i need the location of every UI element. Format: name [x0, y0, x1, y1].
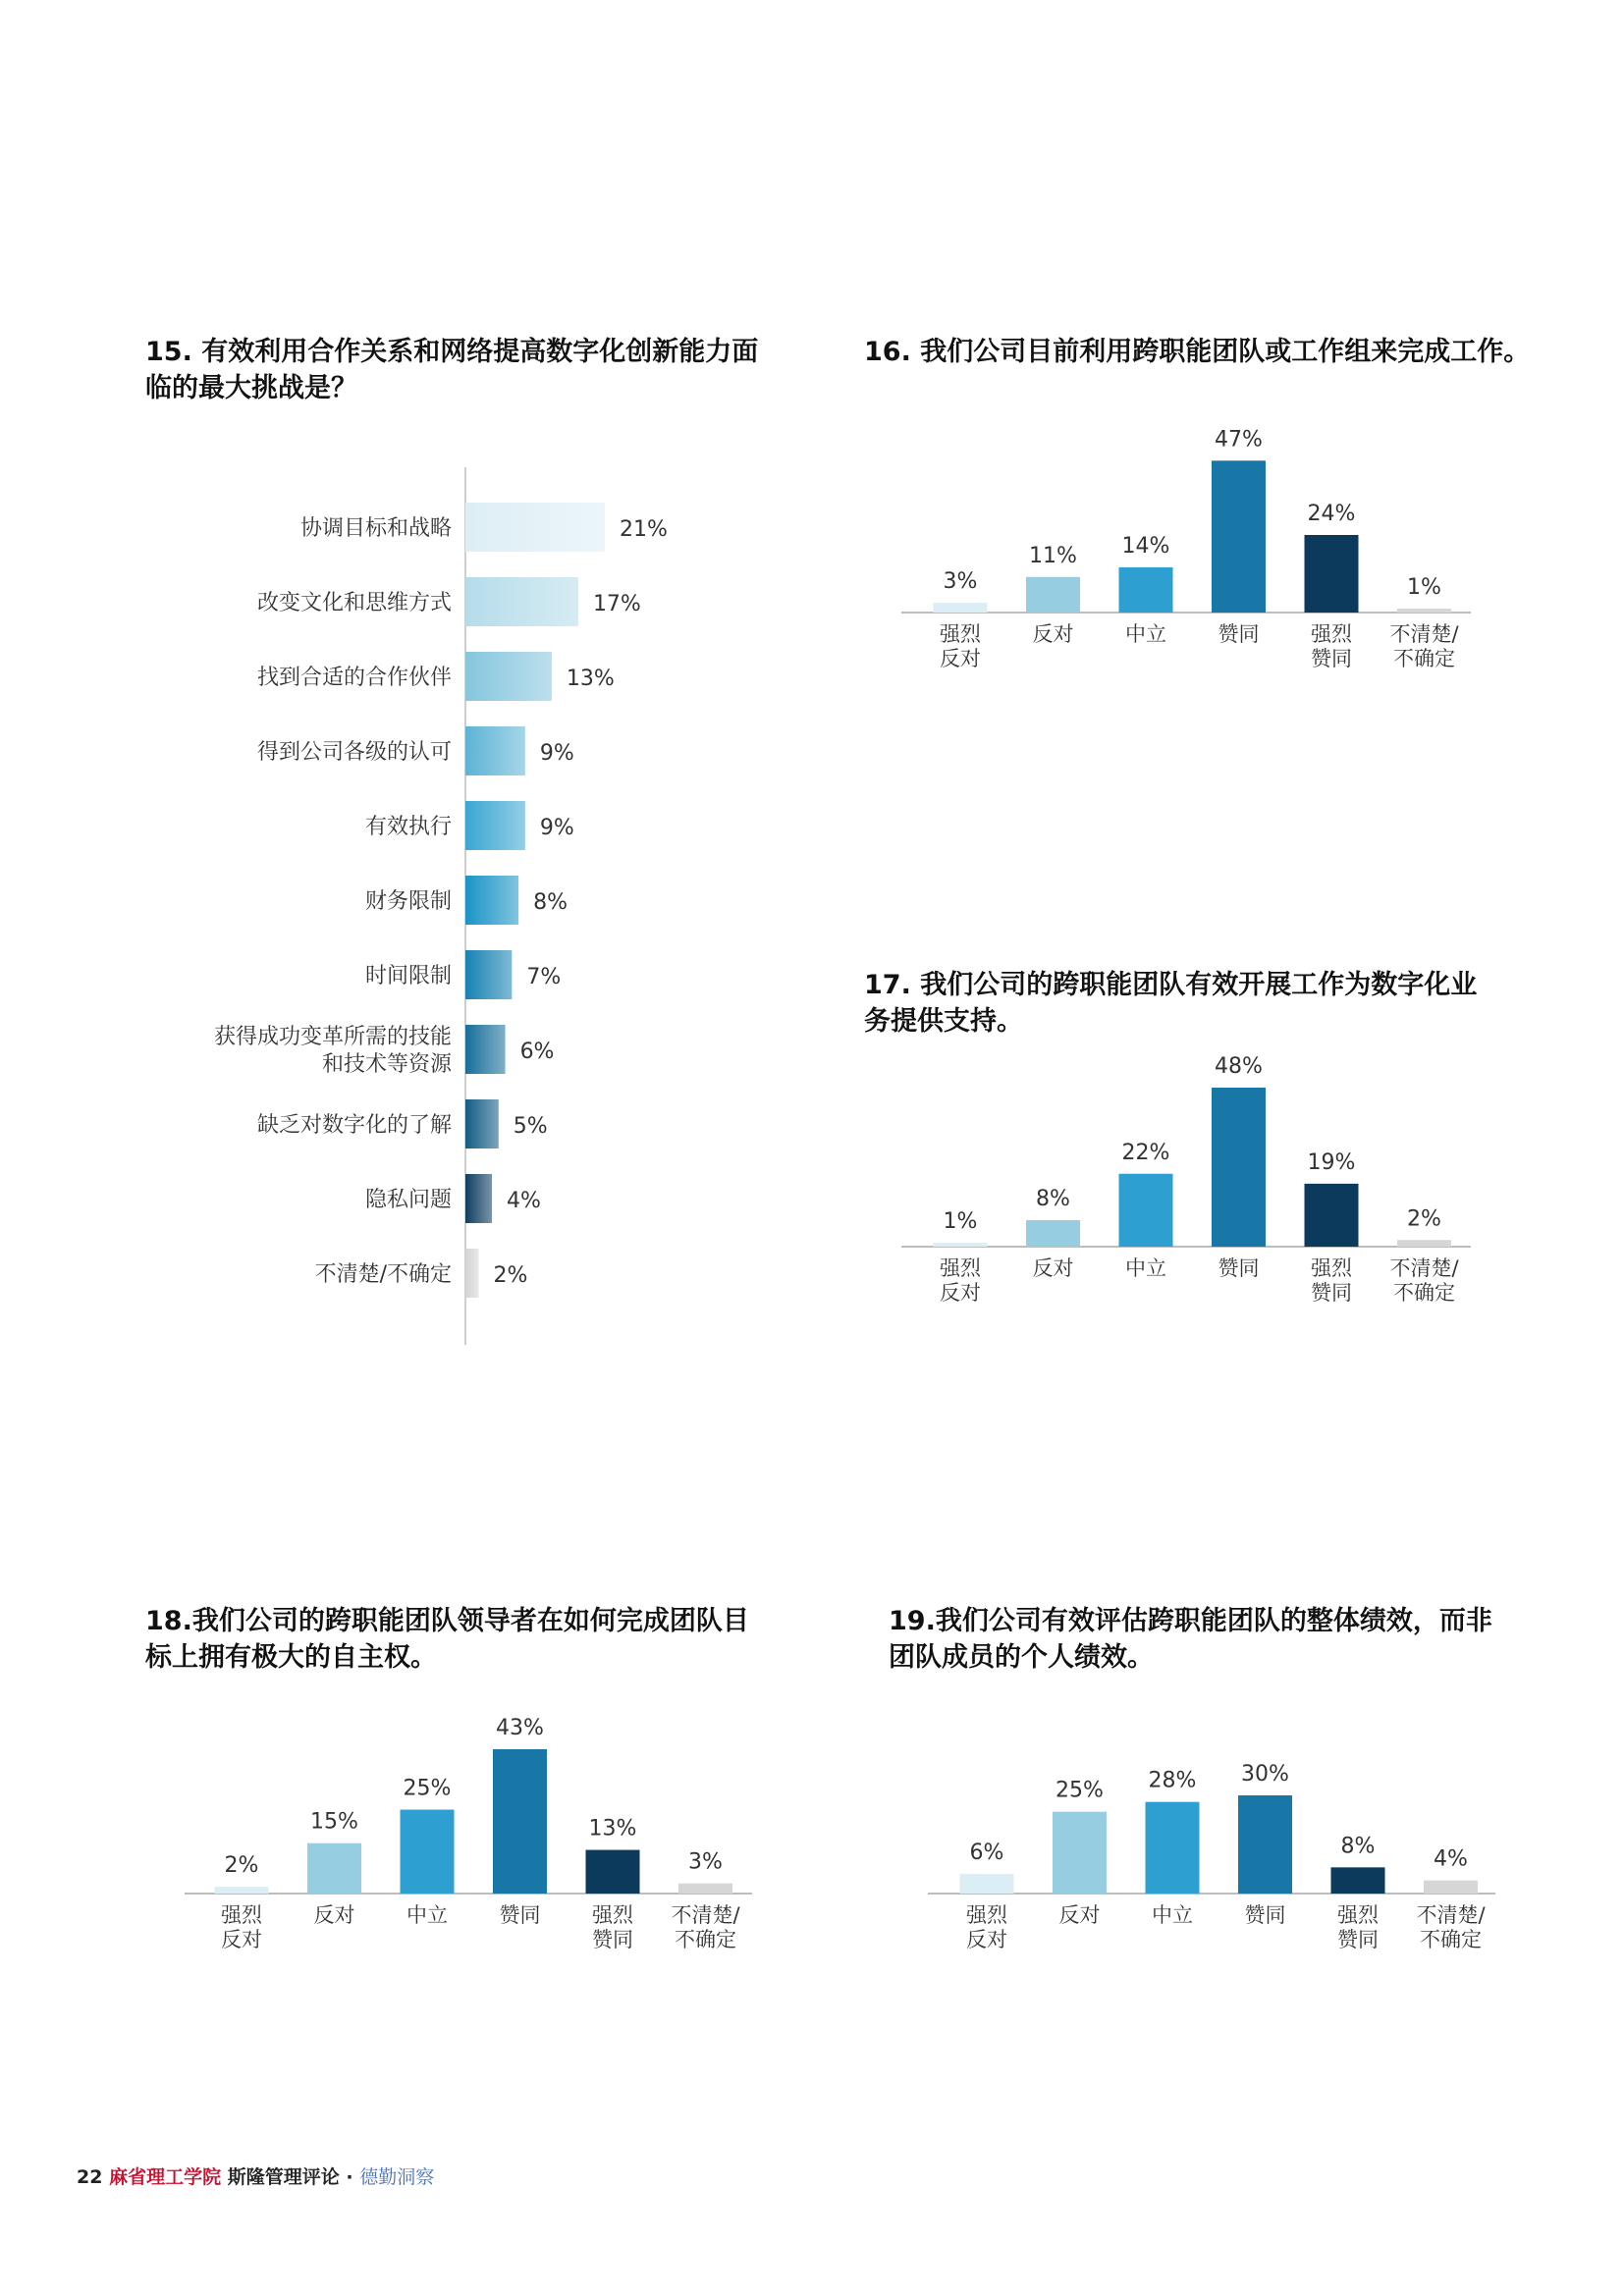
q15-value-label: 6% — [519, 1040, 555, 1064]
q17-category-label: 反对 — [1032, 1256, 1074, 1280]
q17-category-label: 不清楚/不确定 — [1389, 1256, 1459, 1305]
q16-title: 16. 我们公司目前利用跨职能团队或工作组来完成工作。 — [864, 337, 1531, 367]
q16-category-label: 反对 — [1032, 622, 1074, 646]
q18-value-label: 13% — [588, 1816, 637, 1842]
q19-bar — [960, 1874, 1014, 1894]
q18-category-label: 中立 — [406, 1903, 448, 1927]
q15-category-label: 有效执行 — [364, 815, 452, 839]
q16-value-label: 14% — [1121, 533, 1170, 559]
q19-value-label: 8% — [1340, 1834, 1376, 1859]
q17-title: 17. 我们公司的跨职能团队有效开展工作为数字化业 务提供支持。 — [864, 970, 1478, 1037]
q16-value-label: 11% — [1029, 543, 1077, 568]
q17-category-label: 中立 — [1125, 1256, 1166, 1280]
q16-value-label: 47% — [1215, 427, 1263, 453]
q15-value-label: 7% — [526, 965, 562, 989]
q19-category-label: 中立 — [1152, 1903, 1193, 1927]
q15-category-label: 时间限制 — [364, 964, 452, 988]
q17-category-label: 赞同 — [1218, 1256, 1260, 1280]
q18-category-label: 不清楚/不确定 — [671, 1903, 740, 1951]
q16-value-label: 3% — [943, 569, 978, 595]
q19-value-label: 6% — [969, 1841, 1004, 1865]
q19-category-label: 反对 — [1058, 1903, 1101, 1927]
q15-category-label: 隐私问题 — [364, 1188, 452, 1212]
q15-value-label: 4% — [507, 1189, 541, 1213]
q15-value-label: 13% — [566, 667, 615, 691]
q19-bar — [1053, 1812, 1107, 1894]
q15-category-label: 获得成功变革所需的技能和技术等资源 — [213, 1025, 452, 1077]
q17-category-label: 强烈反对 — [940, 1256, 981, 1305]
q15-category-label: 财务限制 — [364, 889, 452, 914]
q15-value-label: 17% — [592, 592, 641, 616]
q15-value-label: 9% — [539, 816, 574, 840]
q19-category-label: 强烈赞同 — [1337, 1903, 1379, 1951]
q16-category-label: 强烈赞同 — [1311, 622, 1352, 670]
q19-bar — [1238, 1795, 1292, 1894]
q19-category-label: 赞同 — [1244, 1903, 1286, 1927]
q15-category-label: 改变文化和思维方式 — [256, 591, 452, 615]
q18-value-label: 2% — [224, 1853, 259, 1879]
q19-value-label: 30% — [1241, 1762, 1289, 1787]
q16-category-label: 不清楚/不确定 — [1389, 622, 1459, 670]
q15-category-label: 找到合适的合作伙伴 — [256, 666, 452, 690]
q15-title: 15. 有效利用合作关系和网络提高数字化创新能力面 临的最大挑战是？ — [145, 337, 759, 403]
q16-category-label: 强烈反对 — [940, 622, 981, 670]
footer-institution: 麻省理工学院 — [109, 2166, 222, 2188]
page-number: 22 — [77, 2166, 103, 2188]
q19-title: 19.我们公司有效评估跨职能团队的整体绩效，而非 团队成员的个人绩效。 — [889, 1606, 1492, 1673]
q17-value-label: 2% — [1407, 1206, 1441, 1232]
q16-value-label: 1% — [1407, 575, 1441, 600]
q19-bar — [1331, 1867, 1385, 1894]
q18-value-label: 43% — [496, 1716, 544, 1740]
q15-category-label: 缺乏对数字化的了解 — [256, 1113, 452, 1138]
footer-separator: · — [346, 2166, 353, 2188]
q19-bar — [1424, 1881, 1478, 1894]
q19-category-label: 强烈反对 — [966, 1903, 1007, 1951]
q18-category-label: 强烈赞同 — [592, 1903, 633, 1951]
q18-category-label: 反对 — [313, 1903, 355, 1927]
q15-value-label: 8% — [533, 890, 568, 915]
q15-value-label: 9% — [539, 741, 574, 766]
footer-partner: 德勤洞察 — [359, 2166, 435, 2188]
q18-category-label: 强烈反对 — [221, 1903, 262, 1951]
q17-category-label: 强烈赞同 — [1311, 1256, 1352, 1305]
q15-category-label: 不清楚/不确定 — [314, 1262, 452, 1287]
q17-value-label: 48% — [1215, 1054, 1263, 1079]
q19-bar — [1146, 1802, 1200, 1894]
q18-value-label: 15% — [310, 1809, 358, 1835]
q18-value-label: 25% — [403, 1776, 452, 1801]
q16-category-label: 中立 — [1125, 622, 1166, 646]
q15-category-label: 得到公司各级的认可 — [256, 740, 452, 765]
q15-value-label: 5% — [513, 1114, 548, 1139]
q19-category-label: 不清楚/不确定 — [1416, 1903, 1486, 1951]
q16-category-label: 赞同 — [1218, 622, 1260, 646]
q18-value-label: 3% — [688, 1849, 723, 1875]
q17-value-label: 19% — [1307, 1149, 1356, 1175]
q17-value-label: 8% — [1036, 1187, 1070, 1211]
footer-journal: 斯隆管理评论 — [227, 2166, 340, 2188]
q19-value-label: 25% — [1056, 1778, 1104, 1803]
q15-category-label: 协调目标和战略 — [299, 516, 452, 541]
q18-category-label: 赞同 — [499, 1903, 541, 1927]
q18-title: 18.我们公司的跨职能团队领导者在如何完成团队目 标上拥有极大的自主权。 — [145, 1606, 749, 1673]
q19-value-label: 28% — [1148, 1768, 1197, 1793]
q17-value-label: 1% — [943, 1209, 978, 1234]
page-footer — [77, 2163, 434, 2189]
q19-value-label: 4% — [1434, 1846, 1468, 1872]
q15-value-label: 21% — [620, 517, 668, 542]
q15-value-label: 2% — [493, 1263, 528, 1288]
q17-value-label: 22% — [1121, 1140, 1170, 1165]
q16-value-label: 24% — [1307, 502, 1356, 526]
